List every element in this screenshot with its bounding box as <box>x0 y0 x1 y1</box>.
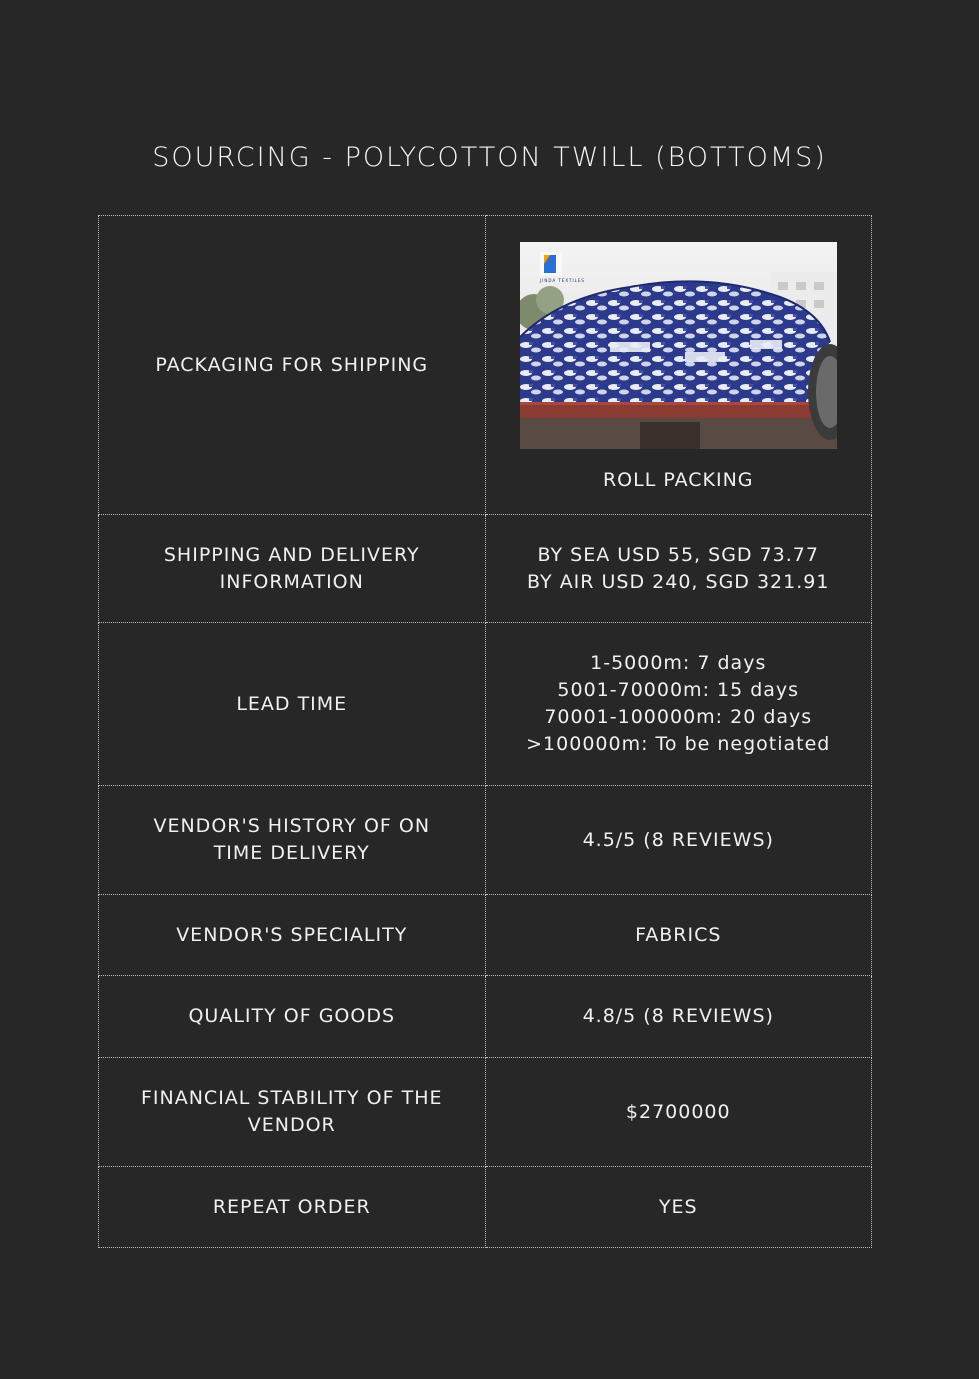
row-label-on-time-delivery: VENDOR'S HISTORY OF ON TIME DELIVERY <box>99 786 486 895</box>
table-row <box>99 1058 872 1167</box>
row-label-repeat-order: REPEAT ORDER <box>99 1167 486 1248</box>
table-row <box>99 976 872 1058</box>
table-row <box>99 786 872 895</box>
table-row <box>99 216 872 515</box>
row-label-quality: QUALITY OF GOODS <box>99 976 486 1058</box>
table-row <box>99 895 872 976</box>
sourcing-table <box>98 215 872 1248</box>
row-label-packaging: PACKAGING FOR SHIPPING <box>99 216 486 515</box>
row-value-packaging-text: ROLL PACKING <box>602 469 754 491</box>
table-row <box>99 1167 872 1248</box>
row-label-speciality: VENDOR'S SPECIALITY <box>99 895 486 976</box>
row-label-financial-stability: FINANCIAL STABILITY OF THE VENDOR <box>99 1058 486 1167</box>
row-value-lead-time: 1-5000m: 7 days 5001-70000m: 15 days 70001-100000m: 20 days >100000m: To be negotiated <box>485 623 872 786</box>
row-value-packaging <box>485 216 872 515</box>
row-value-repeat-order: YES <box>485 1167 872 1248</box>
row-value-quality: 4.8/5 (8 REVIEWS) <box>485 976 872 1058</box>
row-value-on-time-delivery: 4.5/5 (8 REVIEWS) <box>485 786 872 895</box>
page-title: SOURCING - POLYCOTTON TWILL (BOTTOMS) <box>152 142 827 173</box>
row-label-lead-time: LEAD TIME <box>99 623 486 786</box>
row-label-shipping: SHIPPING AND DELIVERY INFORMATION <box>99 515 486 623</box>
row-value-financial-stability: $2700000 <box>485 1058 872 1167</box>
svg-text:JINDA TEXTILES: JINDA TEXTILES <box>539 278 585 283</box>
table-row <box>99 515 872 623</box>
roll-packing-photo <box>520 242 837 449</box>
row-value-speciality: FABRICS <box>485 895 872 976</box>
table-row <box>99 623 872 786</box>
row-value-shipping: BY SEA USD 55, SGD 73.77 BY AIR USD 240, SGD 321.91 <box>485 515 872 623</box>
